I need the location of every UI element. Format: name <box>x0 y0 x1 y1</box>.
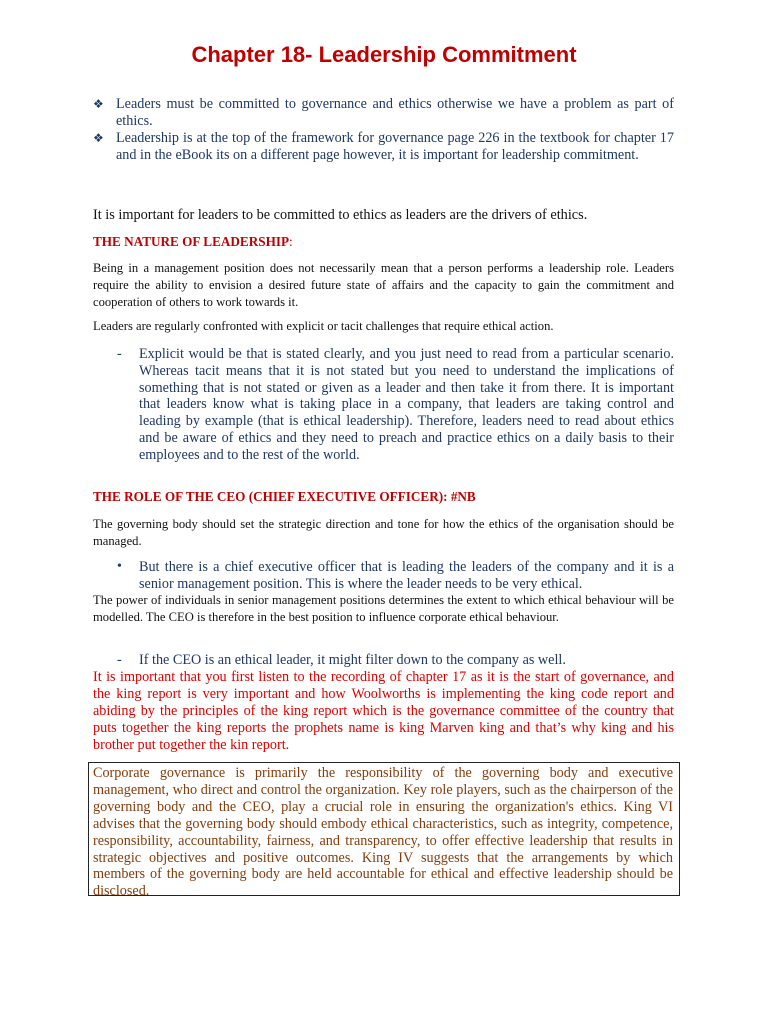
nature-paragraph-1: Being in a management position does not necessarily mean that a person performs a leadership role. Leaders require the ability to envision a desired future state of affairs and the capacity to gain the commitment and cooperation of others to work towards it. <box>93 261 674 309</box>
list-item <box>93 130 674 164</box>
section-heading-nature <box>93 233 293 251</box>
nature-paragraph-2: Leaders are regularly confronted with explicit or tacit challenges that require ethical action. <box>93 319 554 333</box>
bullet-marker: • <box>117 559 122 574</box>
corporate-governance-box: Corporate governance is primarily the responsibility of the governing body and executive management, who direct and control the organization. Key role players, such as the chairperson of the governing body and the CEO, play a crucial role in ensuring the organization's ethics. King VI advises that the governing body should embody ethical characteristics, such as integrity, competence, responsibility, accountability, fairness, and transparency, to offer effective leadership that results in strategic objectives and positive outcomes. King IV suggests that the arrangements by which members of the governing body are held accountable for ethical and effective leadership should be disclosed. <box>88 762 680 896</box>
diamond-bullet-icon: ❖ <box>93 131 104 145</box>
explicit-tacit-text: Explicit would be that is stated clearly, and you just need to read from a particular scenario. Whereas tacit means that it is not stated but you need to understand the implications of something that is not stated or given as a leader and then take it from there. It is important that leaders know what is taking place in a company, that leaders are taking control and leading by example (that is ethical leadership). Therefore, leaders need to read about ethics and be aware of ethics and they need to preach and practice ethics on a daily basis to their employees and to the rest of the world. <box>139 346 674 463</box>
bullet-text: Leadership is at the top of the framework for governance page 226 in the textbook for chapter 17 and in the eBook its on a different page however, it is important for leadership commitment. <box>116 130 674 163</box>
explicit-tacit-item <box>117 346 674 464</box>
heading-text: THE NATURE OF LEADERSHIP <box>93 234 290 249</box>
chief-officer-text: But there is a chief executive officer that is leading the leaders of the company and it is a senior management position. This is where the leader needs to be very ethical. <box>139 559 674 592</box>
ceo-item <box>117 652 674 669</box>
recording-note-paragraph: It is important that you first listen to the recording of chapter 17 as it is the start of governance, and the king report is very important and how Woolworths is implementing the king code report and abiding by the principles of the king report which is the governance committee of the country that puts together the king reports the prophets name is king Marven king and that’s why king and his brother put together the kin report. <box>93 669 674 753</box>
bullet-text: Leaders must be committed to governance and ethics otherwise we have a problem as part of ethics. <box>116 96 674 129</box>
list-item <box>93 96 674 130</box>
diamond-bullet-icon: ❖ <box>93 97 104 111</box>
ceo-text: If the CEO is an ethical leader, it might filter down to the company as well. <box>139 652 566 668</box>
role-paragraph-2: The power of individuals in senior management positions determines the extent to which ethical behaviour will be modelled. The CEO is therefore in the best position to influence corporate ethical behaviour. <box>93 593 674 624</box>
chief-officer-item <box>117 559 674 593</box>
bullet-list <box>93 96 674 164</box>
intro-paragraph: It is important for leaders to be committed to ethics as leaders are the drivers of ethics. <box>93 207 588 223</box>
page-title: Chapter 18- Leadership Commitment <box>191 42 577 67</box>
heading-colon: : <box>289 234 293 249</box>
section-heading-role: THE ROLE OF THE CEO (CHIEF EXECUTIVE OFFICER): #NB <box>93 489 476 504</box>
dash-marker: - <box>117 652 122 668</box>
dash-marker: - <box>117 346 122 362</box>
role-paragraph-1: The governing body should set the strategic direction and tone for how the ethics of the organisation should be managed. <box>93 517 674 548</box>
